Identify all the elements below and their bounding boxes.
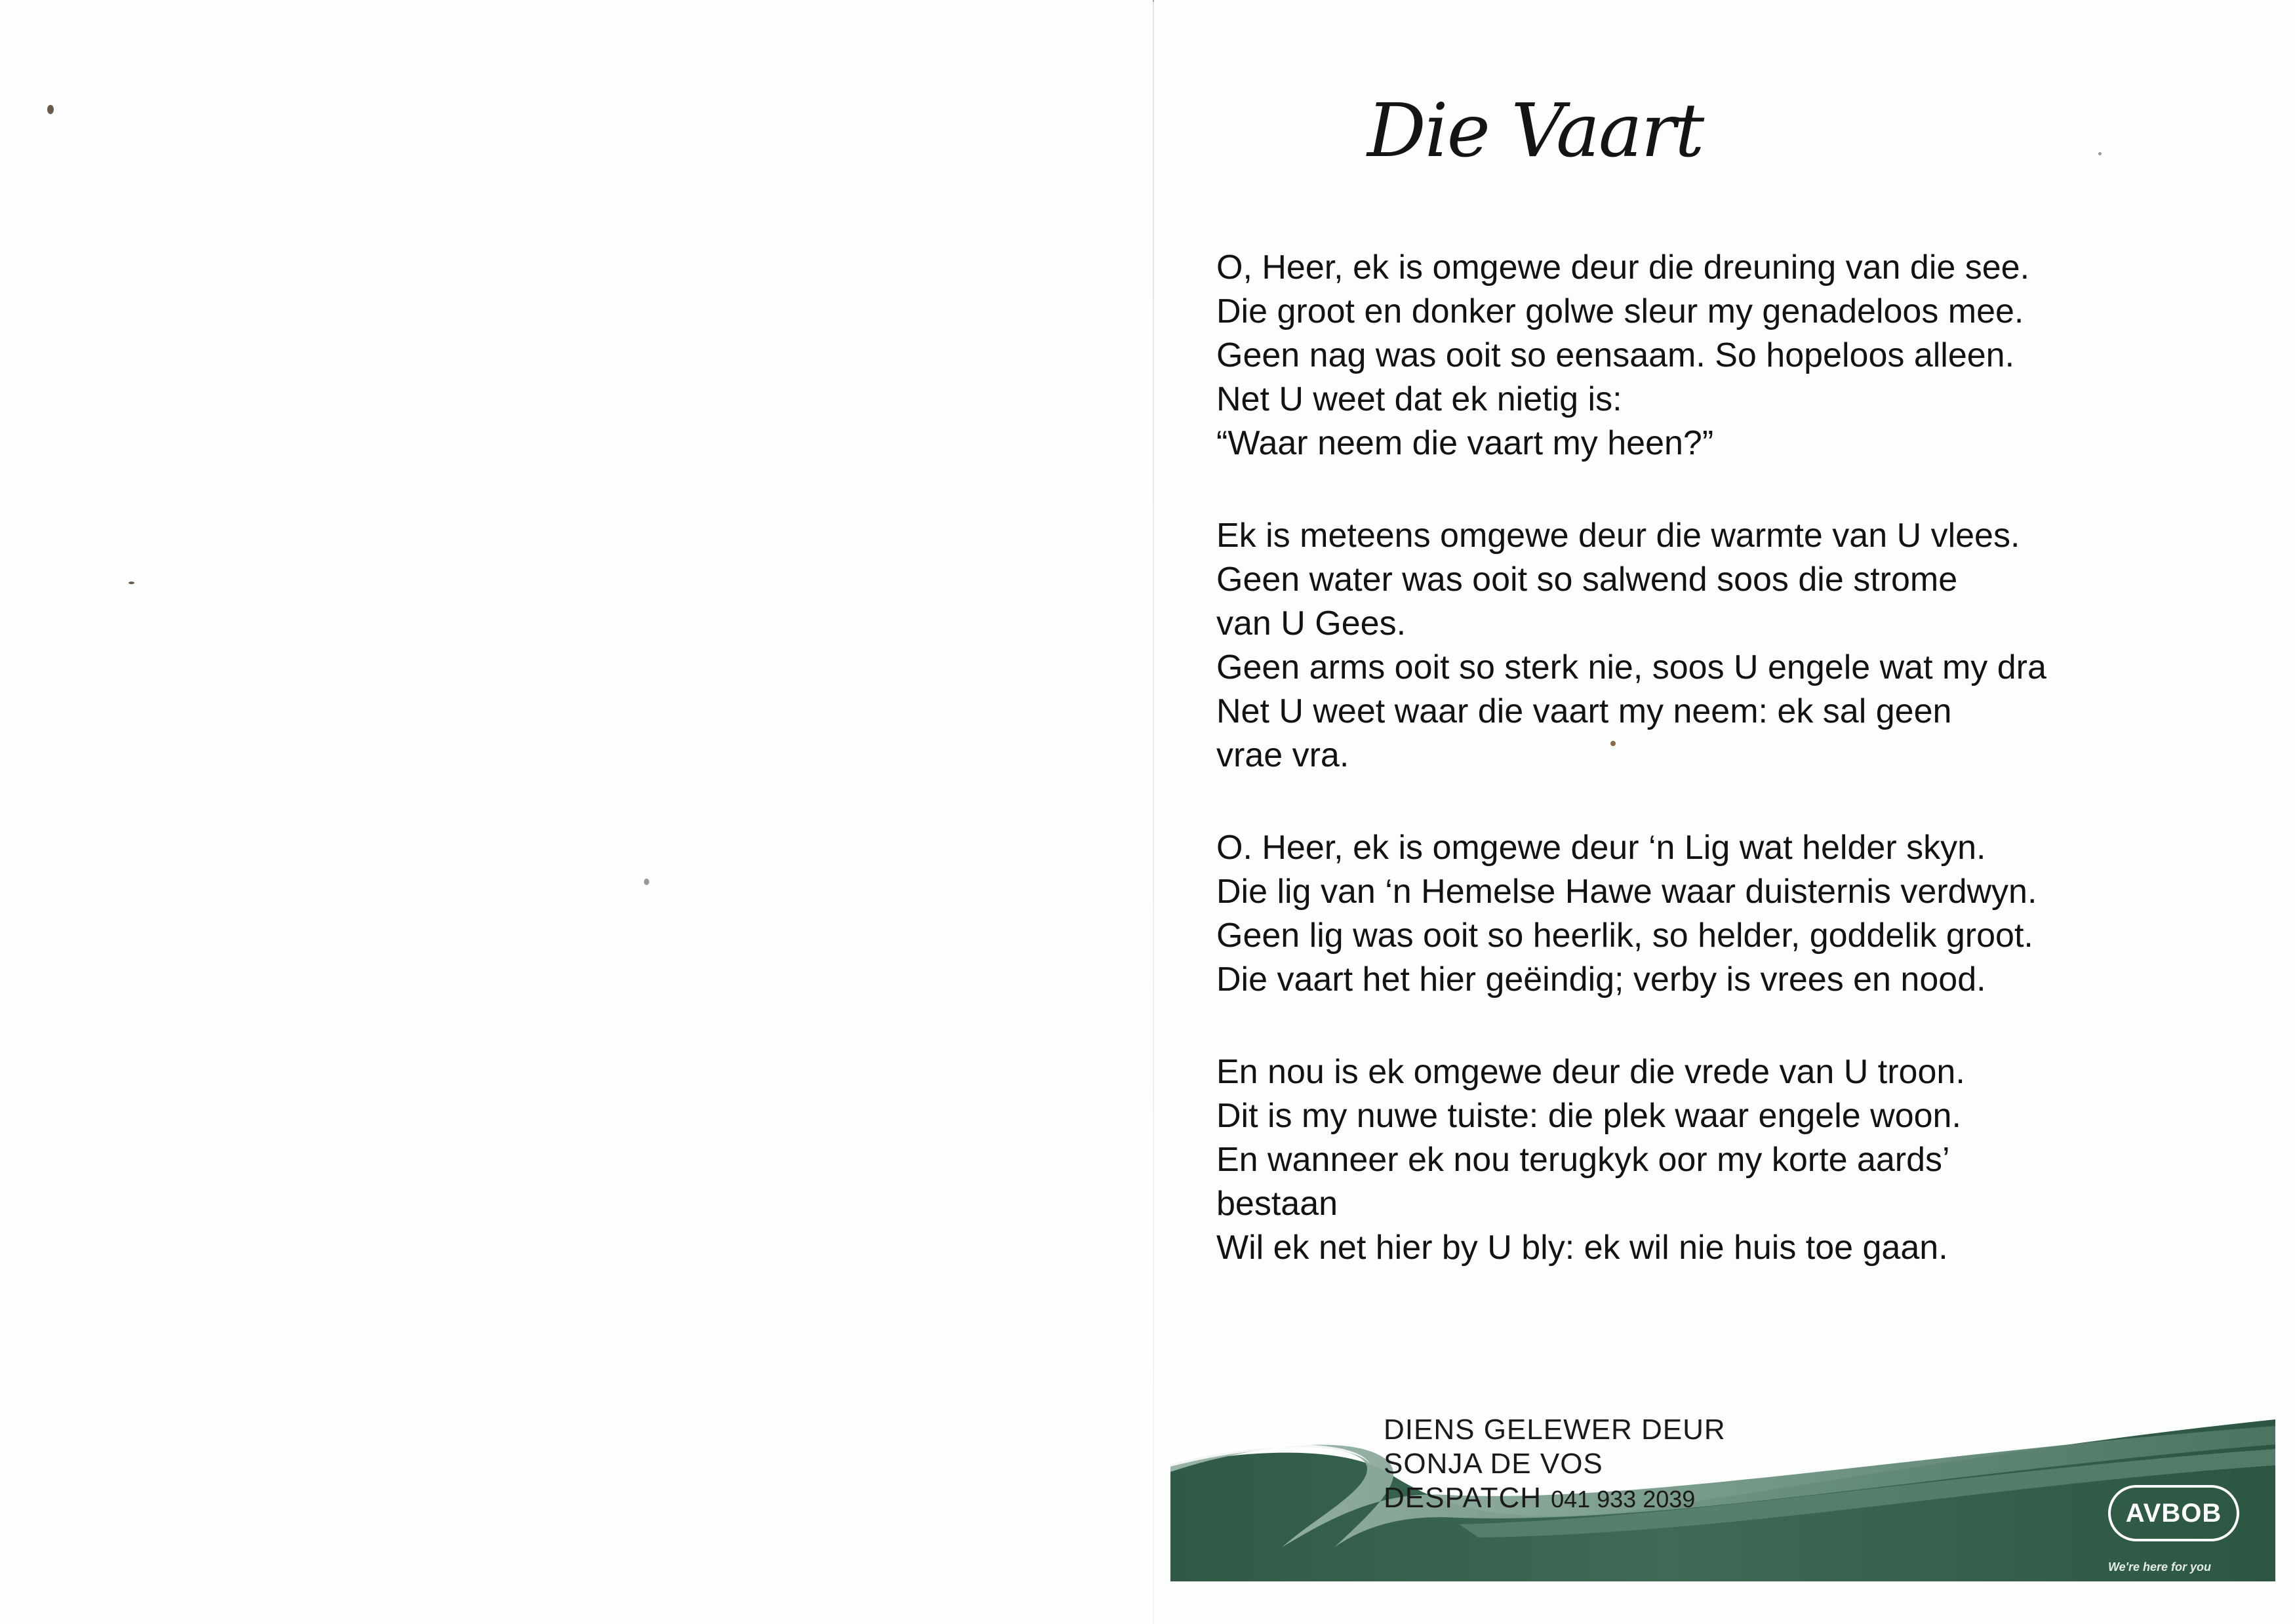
- poem-line: Die groot en donker golwe sleur my genadeloos mee.: [1216, 292, 2024, 330]
- poem-line: Geen water was ooit so salwend soos die strome: [1216, 561, 1958, 599]
- footer-banner: [1170, 1413, 2275, 1583]
- avbob-logo: [2108, 1485, 2246, 1544]
- poem-stanza-4: [1216, 1050, 2161, 1270]
- scan-speck: [2098, 152, 2102, 155]
- poem-line: O, Heer, ek is omgewe deur die dreuning van die see.: [1216, 248, 2030, 287]
- poem-line: En wanneer ek nou terugkyk oor my korte aards’: [1216, 1141, 1950, 1179]
- service-location: [1384, 1481, 1843, 1516]
- logo-badge: AVBOB: [2108, 1485, 2239, 1541]
- scan-speck: [47, 105, 54, 114]
- poem-line: Net U weet waar die vaart my neem: ek sal geen: [1216, 692, 1952, 730]
- poem-line: En nou is ek omgewe deur die vrede van U troon.: [1216, 1053, 1965, 1091]
- poem-line: Geen lig was ooit so heerlik, so helder, goddelik groot.: [1216, 917, 2033, 955]
- service-credit: [1384, 1413, 1843, 1516]
- poem-line: Die lig van ‘n Hemelse Hawe waar duisternis verdwyn.: [1216, 873, 2037, 911]
- location-name: DESPATCH: [1384, 1482, 1542, 1514]
- poem-stanza-1: [1216, 246, 2161, 465]
- logo-tagline: We're here for you: [2108, 1560, 2211, 1574]
- poem-line: Geen arms ooit so sterk nie, soos U engele wat my dra: [1216, 648, 2046, 686]
- poem-line: Dit is my nuwe tuiste: die plek waar engele woon.: [1216, 1097, 1961, 1135]
- page-title: Die Vaart: [1367, 89, 1704, 174]
- poem-line: O. Heer, ek is omgewe deur ‘n Lig wat helder skyn.: [1216, 829, 1986, 867]
- service-provider-name: SONJA DE VOS: [1384, 1448, 1603, 1480]
- poem-line: Net U weet dat ek nietig is:: [1216, 380, 1622, 418]
- poem: [1216, 246, 2161, 1318]
- poem-line: Ek is meteens omgewe deur die warmte van U vlees.: [1216, 517, 2020, 555]
- service-heading: DIENS GELEWER DEUR: [1384, 1414, 1726, 1446]
- poem-line: Geen nag was ooit so eensaam. So hopeloos alleen.: [1216, 336, 2015, 374]
- phone-number: 041 933 2039: [1551, 1486, 1696, 1513]
- poem-line: van U Gees.: [1216, 604, 1407, 643]
- scan-speck: [129, 582, 134, 584]
- poem-stanza-2: [1216, 514, 2161, 778]
- poem-line: bestaan: [1216, 1185, 1338, 1223]
- scan-speck: [644, 879, 649, 885]
- poem-line: Wil ek net hier by U bly: ek wil nie huis toe gaan.: [1216, 1229, 1948, 1267]
- poem-line: “Waar neem die vaart my heen?”: [1216, 424, 1714, 462]
- poem-stanza-3: [1216, 826, 2161, 1002]
- poem-line: vrae vra.: [1216, 736, 1349, 774]
- poem-line: Die vaart het hier geëindig; verby is vrees en nood.: [1216, 961, 1986, 999]
